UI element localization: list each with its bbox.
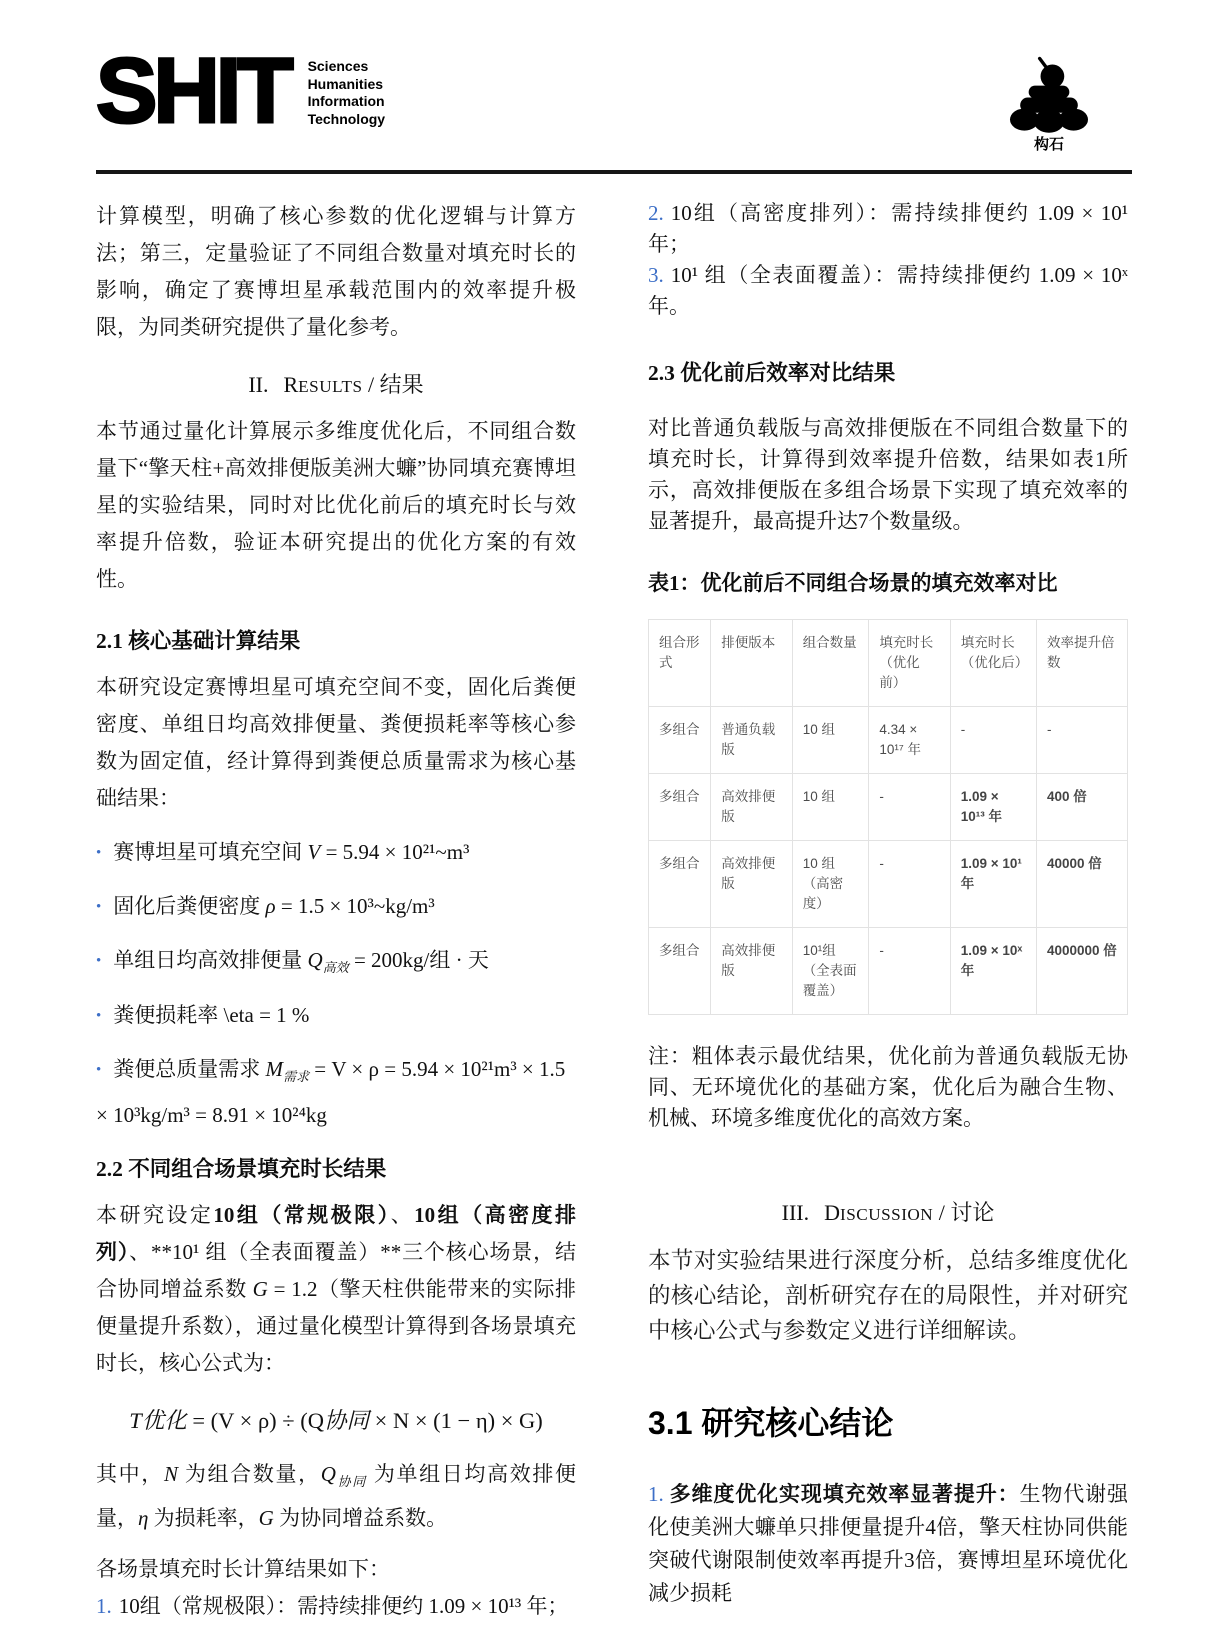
- table-header-cell: 组合形式: [649, 620, 711, 707]
- item-number: 2.: [648, 201, 664, 225]
- header-divider: [96, 170, 1132, 174]
- table-cell-best: 1.09 × 10¹ 年: [950, 841, 1036, 928]
- section-numeral: II.: [248, 372, 269, 397]
- table-note: 注：粗体表示最优结果，优化前为普通负载版无协同、无环境优化的基础方案，优化后为融合生物、机械、环境多维度优化的高效方案。: [648, 1044, 1128, 1130]
- logo-word: Sciences: [307, 58, 369, 74]
- table-cell: -: [869, 774, 950, 841]
- logo-word: Technology: [307, 110, 386, 127]
- table-caption: 表1：优化前后不同组合场景的填充效率对比: [648, 571, 1058, 595]
- journal-logo-acronym: SHIT: [96, 40, 290, 142]
- scenario-item-2: 2. 10组（高密度排列）：需持续排便约 1.09 × 10¹ 年；: [648, 201, 1129, 256]
- item-number: 1.: [648, 1482, 664, 1506]
- subsection-2-3-paragraph: 对比普通负载版与高效排便版在不同组合数量下的填充时长，计算得到效率提升倍数，结果如表1所示，高效排便版在多组合场景下实现了填充效率的显著提升，最高提升达7个数量级。: [648, 416, 1128, 533]
- table-cell-best: 4000000 倍: [1036, 928, 1127, 1015]
- subsection-2-2-paragraph: 本研究设定10组（常规极限）、10组（高密度排列）、**10¹ 组（全表面覆盖）**三个核心场景，结合协同增益系数 G = 1.2（擎天柱供能带来的实际排便量提升系数），通过量化模型计算得到各场景填充时长，核心公式为：: [96, 1202, 577, 1375]
- table-cell: 4.34 × 10¹⁷ 年: [869, 707, 950, 774]
- logo-word: Information: [307, 93, 385, 109]
- table-row: [649, 707, 1128, 774]
- comparison-table: [648, 619, 1128, 1015]
- subsection-2-1-paragraph: 本研究设定赛博坦星可填充空间不变，固化后粪便密度、单组日均高效排便量、粪便损耗率等核心参数为固定值，经计算得到粪便总质量需求为核心基础结果：: [96, 675, 576, 810]
- bold-scenario: 10组（高密度排列）: [96, 1202, 577, 1264]
- conclusion-item-1: 1. 多维度优化实现填充效率显著提升：生物代谢强化使美洲大蠊单只排便量提升4倍，擎天柱协同供能突破代谢限制使效率再提升3倍，赛博坦星环境优化减少损耗: [648, 1482, 1129, 1605]
- journal-logo-words: [308, 48, 386, 128]
- table-cell: 多组合: [649, 841, 711, 928]
- bold-scenario: 10组（常规极限）: [213, 1202, 391, 1227]
- bullet-icon: •: [96, 845, 102, 861]
- table-row: [649, 841, 1128, 928]
- table-cell-best: 1.09 × 10¹³ 年: [950, 774, 1036, 841]
- scenario-item-3: 3. 10¹ 组（全表面覆盖）：需持续排便约 1.09 × 10ˣ 年。: [648, 263, 1128, 318]
- bullet-icon: •: [96, 899, 102, 916]
- table-cell: -: [869, 841, 950, 928]
- item-number: 3.: [648, 263, 664, 287]
- section-numeral: III.: [781, 1200, 810, 1225]
- bullet-icon: •: [96, 1061, 102, 1078]
- table-cell: 10 组（高密度）: [792, 841, 869, 928]
- table-header-cell: 填充时长（优化后）: [950, 620, 1036, 707]
- subsection-3-1-heading: 3.1 研究核心结论: [648, 1405, 894, 1441]
- item-number: 1.: [96, 1594, 112, 1619]
- table-row: [649, 928, 1128, 1015]
- subsection-2-2-heading: 2.2 不同组合场景填充时长结果: [96, 1156, 387, 1181]
- table-header-row: [649, 620, 1128, 707]
- section-heading-discussion: III. DISCUSSION / 讨论: [781, 1200, 995, 1225]
- optimization-formula: T优化 = (V × ρ) ÷ (Q协同 × N × (1 − η) × G): [129, 1407, 543, 1433]
- table-cell: 高效排便版: [711, 928, 792, 1015]
- logo-word: Humanities: [307, 75, 384, 92]
- right-column: [648, 198, 1128, 1625]
- table-cell-best: 400 倍: [1036, 774, 1127, 841]
- table-cell: 高效排便版: [711, 841, 792, 928]
- left-column: [96, 198, 576, 1625]
- table-header-cell: 排便版本: [711, 620, 792, 707]
- table-cell: 普通负载版: [711, 707, 792, 774]
- publisher-mark-caption: 构石: [1033, 137, 1064, 153]
- results-intro-paragraph: 本节通过量化计算展示多维度优化后，不同组合数量下“擎天柱+高效排便版美洲大蠊”协同填充赛博坦星的实验结果，同时对比优化前后的填充时长与效率提升倍数，验证本研究提出的优化方案的有效性。: [96, 419, 576, 591]
- list-item: • 赛博坦星可填充空间 V = 5.94 × 10²¹~m³: [96, 840, 470, 864]
- table-cell: -: [1036, 707, 1127, 774]
- table-header-cell: 填充时长（优化前）: [869, 620, 950, 707]
- scenario-results-lead: 各场景填充时长计算结果如下：: [96, 1557, 390, 1582]
- list-item: • 粪便损耗率 \eta = 1 %: [96, 1002, 310, 1027]
- list-item: • 粪便总质量需求 $M_{需求} = V \times \rho = 5.94 \times 10^{21}m^3 \times 1.5 \times 10^3kg/m^3 = 8.91 \times 10^{24}kg$: [96, 1056, 566, 1127]
- bullet-icon: •: [96, 953, 102, 970]
- table-cell: 高效排便版: [711, 774, 792, 841]
- list-item: • 单组日均高效排便量 $Q_{高效} = 200kg/$组 · 天: [96, 948, 489, 976]
- table-row: [649, 774, 1128, 841]
- table-cell-best: 1.09 × 10ˣ 年: [950, 928, 1036, 1015]
- table-cell: 10 组: [792, 707, 869, 774]
- subsection-2-1-heading: 2.1 核心基础计算结果: [96, 629, 301, 653]
- list-item: • 固化后粪便密度 ρ = 1.5 × 10³~kg/m³: [96, 894, 435, 919]
- carryover-paragraph: 计算模型，明确了核心参数的优化逻辑与计算方法；第三，定量验证了不同组合数量对填充时长的影响，确定了赛博坦星承载范围内的效率提升极限，为同类研究提供了量化参考。: [96, 204, 576, 339]
- section-heading-results: II. RESULTS / 结果: [248, 372, 424, 397]
- masthead: [96, 40, 1132, 154]
- table-cell: -: [950, 707, 1036, 774]
- table-cell: 10 组: [792, 774, 869, 841]
- rock-pile-icon: [1006, 56, 1092, 134]
- scenario-item-1: 1. 10组（常规极限）：需持续排便约 1.09 × 10¹³ 年；: [96, 1594, 569, 1619]
- discussion-intro-paragraph: 本节对实验结果进行深度分析，总结多维度优化的核心结论，剖析研究存在的局限性，并对研究中核心公式与参数定义进行详细解读。: [648, 1248, 1128, 1343]
- table-cell-best: 40000 倍: [1036, 841, 1127, 928]
- table-cell: 多组合: [649, 707, 711, 774]
- subsection-2-3-heading: 2.3 优化前后效率对比结果: [648, 361, 896, 385]
- table-cell: 10¹组（全表面覆盖）: [792, 928, 869, 1015]
- formula-where-paragraph: 其中，N 为组合数量，$Q_{协同}$ 为单组日均高效排便量，η 为损耗率，G 为协同增益系数。: [96, 1461, 577, 1531]
- core-results-list: [96, 833, 576, 1134]
- table-header-cell: 效率提升倍数: [1036, 620, 1127, 707]
- two-column-body: [96, 198, 1128, 1625]
- bullet-icon: •: [96, 1007, 102, 1024]
- conclusion-bold-lead: 多维度优化实现填充效率显著提升：: [668, 1482, 1020, 1506]
- publisher-mark: [1006, 56, 1092, 154]
- journal-logo: [96, 40, 386, 142]
- table-cell: -: [869, 928, 950, 1015]
- table-cell: 多组合: [649, 928, 711, 1015]
- table-header-cell: 组合数量: [792, 620, 869, 707]
- table-cell: 多组合: [649, 774, 711, 841]
